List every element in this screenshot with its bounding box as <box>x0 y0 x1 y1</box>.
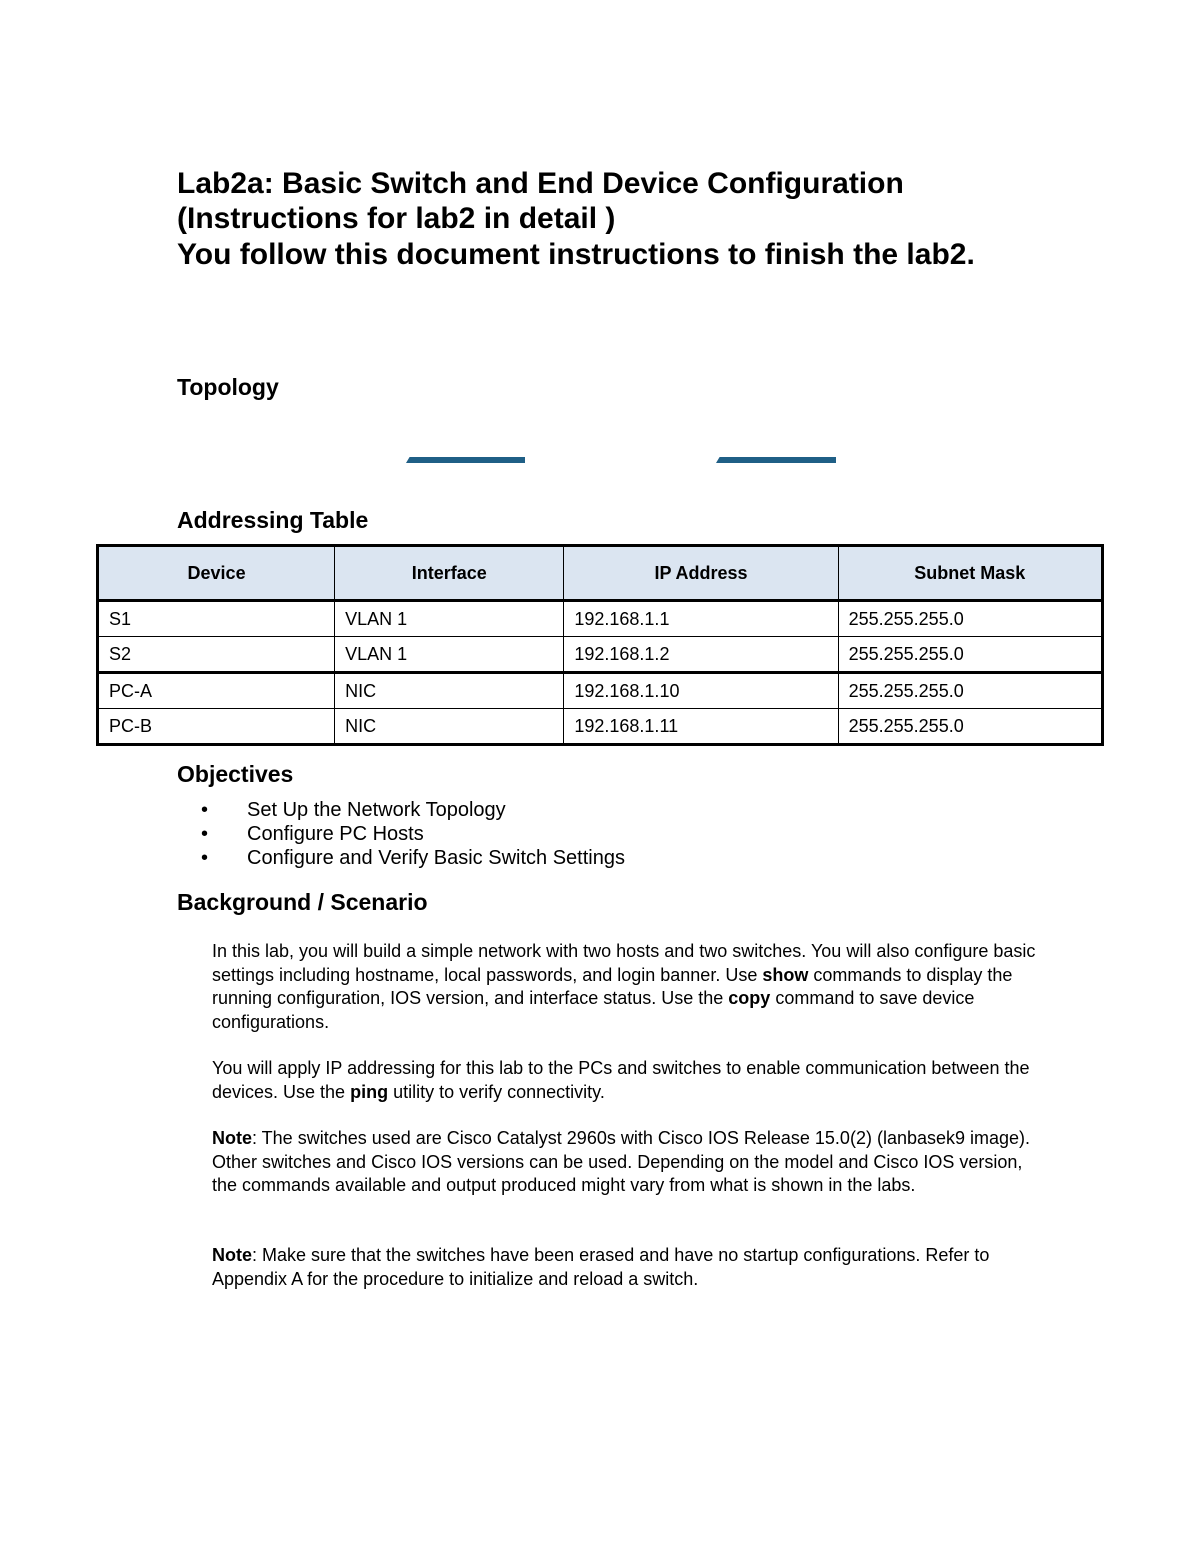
cell-subnet-mask: 255.255.255.0 <box>838 673 1102 709</box>
background-note-1: Note: The switches used are Cisco Catalyst 2960s with Cisco IOS Release 15.0(2) (lanbasek9 image). Other switches and Cisco IOS versions can be used. Depending on the model and Cisco IOS version, the commands available and output produced might vary from what is shown in the labs. <box>212 1128 1031 1195</box>
list-item: • Configure and Verify Basic Switch Settings <box>201 847 625 869</box>
cell-interface: VLAN 1 <box>335 601 564 637</box>
command-ping: ping <box>350 1081 389 1102</box>
table-row <box>98 673 1103 709</box>
document-subtitle: (Instructions for lab2 in detail ) <box>177 202 616 235</box>
addressing-table <box>96 544 1104 746</box>
column-header-subnet-mask: Subnet Mask <box>838 546 1102 601</box>
note-label: Note <box>212 1245 252 1265</box>
cell-subnet-mask: 255.255.255.0 <box>838 637 1102 673</box>
background-note-2: Note: Make sure that the switches have been erased and have no startup configurations. Refer to Appendix A for the procedure to initialize and reload a switch. <box>212 1245 990 1289</box>
objectives-list <box>201 798 625 870</box>
background-heading: Background / Scenario <box>177 889 428 915</box>
table-row <box>98 637 1103 673</box>
cell-ip-address: 192.168.1.10 <box>564 673 838 709</box>
objectives-heading: Objectives <box>177 761 294 787</box>
topology-switch-s2-shape <box>716 457 836 463</box>
table-header-row <box>98 546 1103 601</box>
cell-subnet-mask: 255.255.255.0 <box>838 601 1102 637</box>
bullet: • <box>201 823 209 845</box>
column-header-device: Device <box>98 546 335 601</box>
addressing-table-heading: Addressing Table <box>177 507 369 533</box>
table-row <box>98 709 1103 745</box>
bullet: • <box>201 799 209 821</box>
document-instruction: You follow this document instructions to finish the lab2. <box>177 238 975 271</box>
cell-device: PC-B <box>98 709 335 745</box>
cell-subnet-mask: 255.255.255.0 <box>838 709 1102 745</box>
document-title: Lab2a: Basic Switch and End Device Configuration <box>177 167 904 200</box>
list-item: • Set Up the Network Topology <box>201 799 506 821</box>
topology-heading: Topology <box>177 374 279 400</box>
note-label: Note <box>212 1128 252 1148</box>
cell-ip-address: 192.168.1.1 <box>564 601 838 637</box>
cell-interface: NIC <box>335 673 564 709</box>
background-paragraph-1: In this lab, you will build a simple network with two hosts and two switches. You will also configure basic settings including hostname, local passwords, and login banner. Use show commands to display the running configuration, IOS version, and interface status. Use the copy command to save device configurations. <box>212 941 1036 1032</box>
cell-ip-address: 192.168.1.11 <box>564 709 838 745</box>
cell-device: S2 <box>98 637 335 673</box>
list-item: • Configure PC Hosts <box>201 823 424 845</box>
cell-device: PC-A <box>98 673 335 709</box>
column-header-interface: Interface <box>335 546 564 601</box>
command-show: show <box>762 964 809 985</box>
column-header-ip-address: IP Address <box>564 546 838 601</box>
cell-interface: NIC <box>335 709 564 745</box>
bullet: • <box>201 847 209 869</box>
cell-interface: VLAN 1 <box>335 637 564 673</box>
command-copy: copy <box>728 988 771 1008</box>
cell-ip-address: 192.168.1.2 <box>564 637 838 673</box>
table-row <box>98 601 1103 637</box>
topology-switch-s1-shape <box>406 457 525 463</box>
background-paragraph-2: You will apply IP addressing for this lab to the PCs and switches to enable communication between the devices. Use the ping utility to verify connectivity. <box>212 1058 1030 1102</box>
cell-device: S1 <box>98 601 335 637</box>
